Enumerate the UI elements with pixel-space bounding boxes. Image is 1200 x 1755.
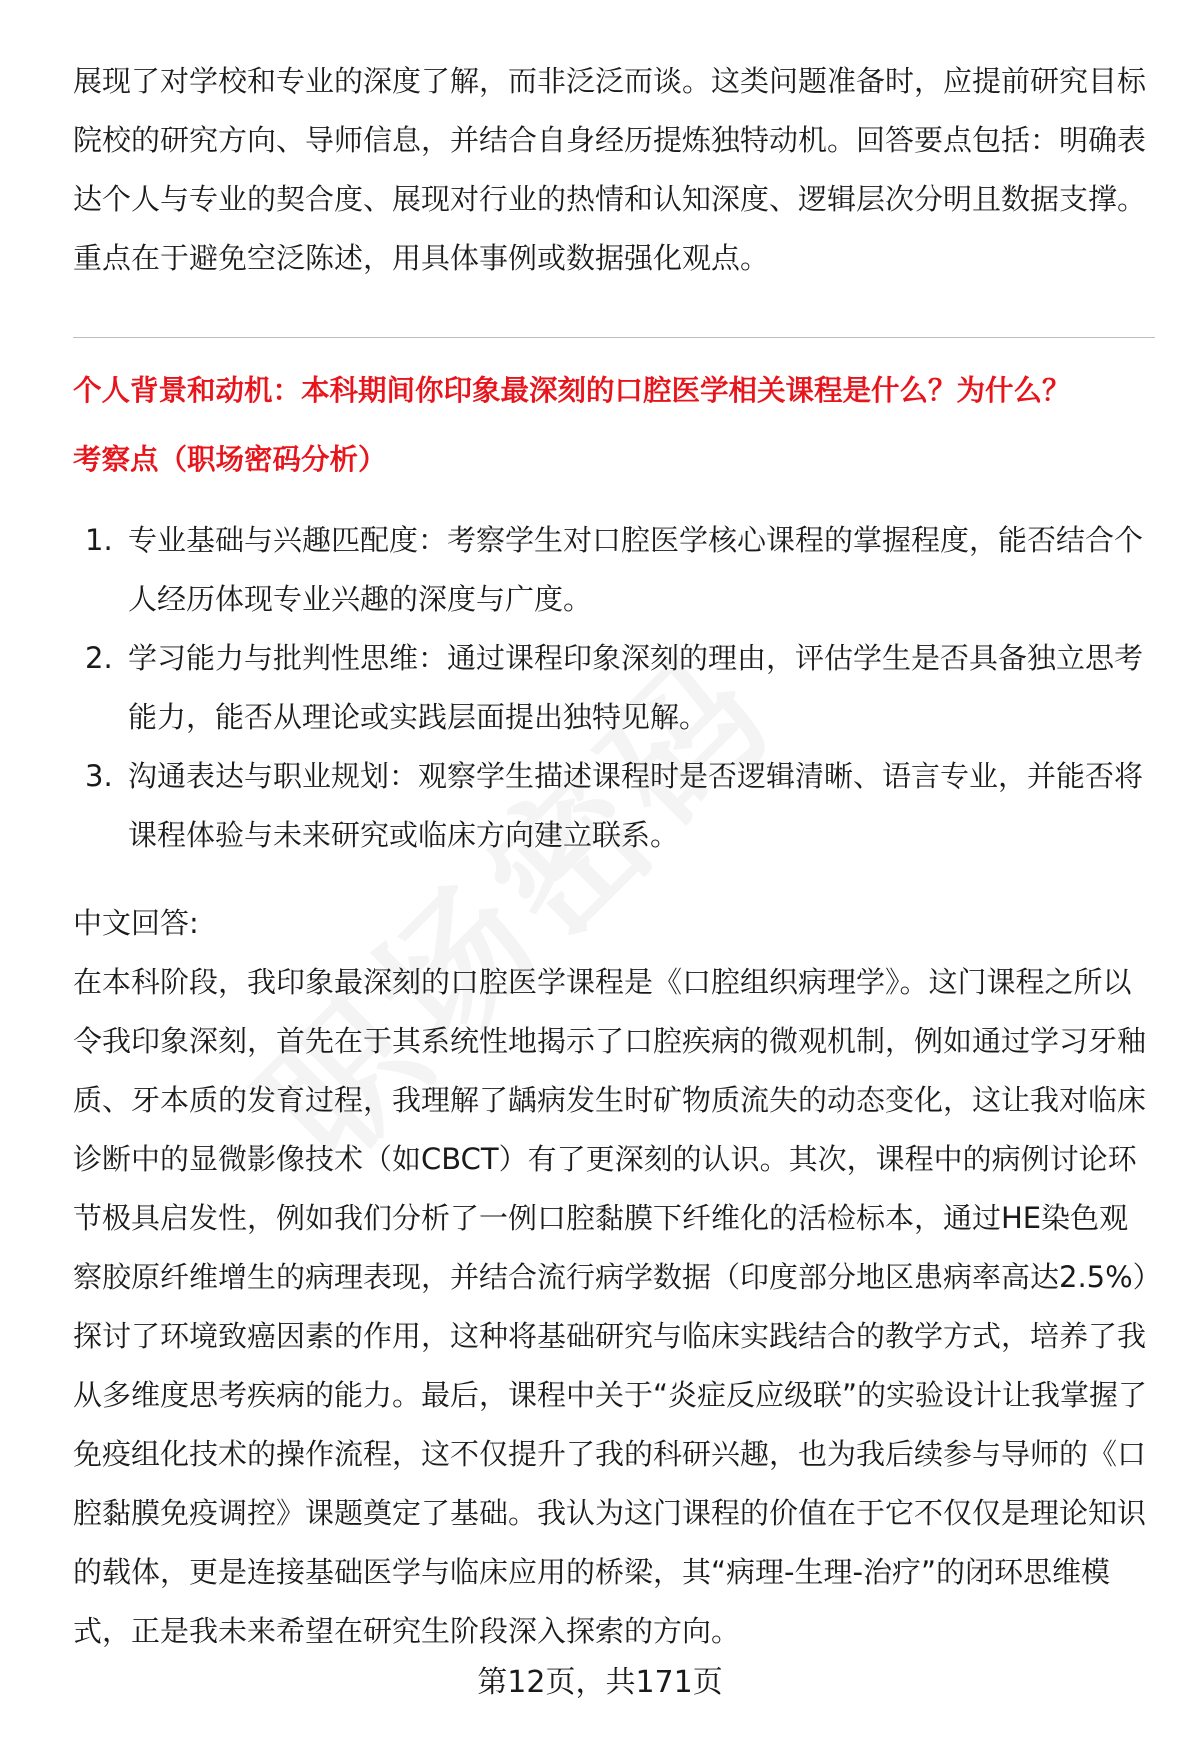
section-divider — [73, 337, 1155, 338]
list-item — [73, 511, 1155, 629]
list-item-text: 沟通表达与职业规划：观察学生描述课程时是否逻辑清晰、语言专业，并能否将课程体验与未来研究或临床方向建立联系。 — [128, 759, 1144, 852]
list-item-number: 3. — [85, 759, 113, 793]
page-footer: 第12页，共171页 — [477, 1665, 723, 1700]
section-title: 考察点（职场密码分析） — [73, 443, 387, 476]
question-heading: 个人背景和动机：本科期间你印象最深刻的口腔医学相关课程是什么？为什么？ — [73, 374, 1071, 407]
assessment-points-list — [73, 511, 1155, 865]
list-item — [73, 747, 1155, 865]
list-item-text: 学习能力与批判性思维：通过课程印象深刻的理由，评估学生是否具备独立思考能力，能否从理论或实践层面提出独特见解。 — [128, 641, 1144, 734]
answer-label: 中文回答: — [73, 906, 199, 940]
list-item-number: 2. — [85, 641, 113, 675]
answer-paragraph: 在本科阶段，我印象最深刻的口腔医学课程是《口腔组织病理学》。这门课程之所以令我印象深刻，首先在于其系统性地揭示了口腔疾病的微观机制，例如通过学习牙釉质、牙本质的发育过程，我理解了龋病发生时矿物质流失的动态变化，这让我对临床诊断中的显微影像技术（如CBCT）有了更深刻的认识。其次，课程中的病例讨论环节极具启发性，例如我们分析了一例口腔黏膜下纤维化的活检标本，通过HE染色观察胶原纤维增生的病理表现，并结合流行病学数据（印度部分地区患病率高达2.5%）探讨了环境致癌因素的作用，这种将基础研究与临床实践结合的教学方式，培养了我从多维度思考疾病的能力。最后，课程中关于“炎症反应级联”的实验设计让我掌握了免疫组化技术的操作流程，这不仅提升了我的科研兴趣，也为我后续参与导师的《口腔黏膜免疫调控》课题奠定了基础。我认为这门课程的价值在于它不仅仅是理论知识的载体，更是连接基础医学与临床应用的桥梁，其“病理-生理-治疗”的闭环思维模式，正是我未来希望在研究生阶段深入探索的方向。 — [73, 965, 1148, 1648]
list-item — [73, 629, 1155, 747]
list-item-text: 专业基础与兴趣匹配度：考察学生对口腔医学核心课程的掌握程度，能否结合个人经历体现专业兴趣的深度与广度。 — [128, 523, 1144, 616]
list-item-number: 1. — [85, 523, 113, 557]
intro-paragraph: 展现了对学校和专业的深度了解，而非泛泛而谈。这类问题准备时，应提前研究目标院校的研究方向、导师信息，并结合自身经历提炼独特动机。回答要点包括：明确表达个人与专业的契合度、展现对行业的热情和认知深度、逻辑层次分明且数据支撑。重点在于避免空泛陈述，用具体事例或数据强化观点。 — [73, 64, 1147, 275]
